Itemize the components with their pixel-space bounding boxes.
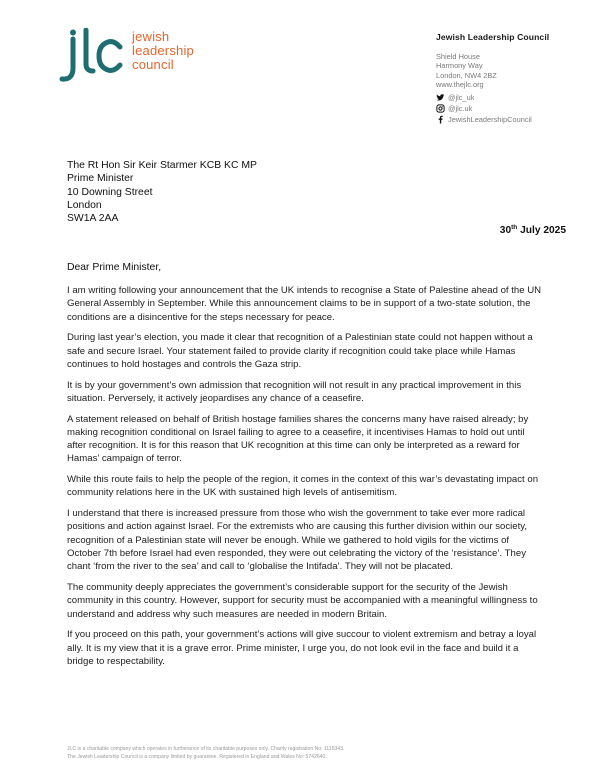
body-paragraph: A statement released on behalf of British hostage families shares the concerns many have raised already; by making recognition conditional on Israel failing to agree to a ceasefire, it incentivises Hamas to hold out until after recognition. It is for this reason that UK recognition at this time can only be interpreted as a reward for Hamas’ campaign of terror. <box>67 413 529 465</box>
date-suffix: th <box>511 224 518 231</box>
salutation: Dear Prime Minister, <box>67 262 162 273</box>
date-month-year: July 2025 <box>517 225 566 236</box>
logo-word-3: council <box>132 57 174 72</box>
recipient-title: Prime Minister <box>67 173 134 185</box>
body-paragraph: If you proceed on this path, your government’s actions will give succour to violent extremism and betray a loyal ally. It is my view that it is a grave error. Prime minister, I urge you, do not look evil in the face and build it a bridge to respectability. <box>67 629 537 667</box>
jlc-logo-mark <box>58 28 128 84</box>
logo-word-1: jewish <box>132 29 170 44</box>
recipient-city: London <box>67 199 102 211</box>
sender-org-name: Jewish Leadership Council <box>436 32 550 42</box>
body-paragraph: The community deeply appreciates the government’s considerable support for the security of the Jewish community in this country. However, support for security must be accompanied with a meaningful willingness to understand and address why such measures are needed in modern Britain. <box>67 581 538 620</box>
twitter-icon <box>436 93 445 102</box>
website-link[interactable]: www.thejlc.org <box>436 80 484 90</box>
body-paragraph: It is by your government’s own admission that recognition will not result in any practical improvement in this situation. Perversely, it actively jeopardises any chance of a ceasefire. <box>67 379 522 404</box>
body-paragraph: I am writing following your announcement that the UK intends to recognise a State of Palestine ahead of the UN General Assembly in September. While this announcement claims to be in support of a two-state solution, the conditions are a disincentive for the steps necessary for peace. <box>67 285 542 323</box>
sender-address-block <box>436 33 596 125</box>
social-instagram[interactable] <box>436 103 596 114</box>
legal-footer <box>67 745 344 761</box>
address-line: Harmony Way <box>436 61 483 71</box>
address-line: London, NW4 2BZ <box>436 70 497 80</box>
recipient-street: 10 Downing Street <box>67 186 153 198</box>
footer-line: The Jewish Leadership Council is a company limited by guarantee. Registered in England and Wales No: 5742640. <box>67 754 327 760</box>
recipient-address <box>67 159 257 225</box>
instagram-handle: @jlc.uk <box>448 103 473 113</box>
recipient-name: The Rt Hon Sir Keir Starmer KCB KC MP <box>67 160 257 171</box>
body-paragraph: I understand that there is increased pressure from those who wish the government to take ever more radical positions and action against Israel. For the extremists who are causing this further division within our society, recognition of a Palestinian state will never be enough. While we gathered to hold vigils for the victims of October 7th before Israel had even responded, they were out celebrating the victory of the ‘resistance’. They chant ‘from the river to the sea’ and call to ‘globalise the Intifada’. They will not be placated. <box>67 508 528 573</box>
twitter-handle: @jlc_uk <box>448 92 475 102</box>
body-paragraph: During last year’s election, you made it clear that recognition of a Palestinian state could not happen without a safe and secure Israel. Your statement failed to provide clarity if recognition could take place while Hamas continues to hold hostages and controls the Gaza strip. <box>67 332 533 370</box>
facebook-handle: JewishLeadershipCouncil <box>448 114 532 124</box>
body-paragraph: While this route fails to help the people of the region, it comes in the context of this war’s devastating impact on community relations here in the UK with sustained high levels of antisemitism. <box>67 474 539 499</box>
logo-wordmark <box>132 30 194 72</box>
logo-word-2: leadership <box>132 43 194 58</box>
facebook-icon <box>436 115 445 124</box>
letter-body <box>67 284 543 676</box>
social-twitter[interactable] <box>436 92 596 103</box>
recipient-postcode: SW1A 2AA <box>67 213 119 225</box>
social-links <box>436 92 596 125</box>
date-day: 30 <box>499 225 512 236</box>
social-facebook[interactable] <box>436 114 596 125</box>
instagram-icon <box>436 104 445 113</box>
address-line: Shield House <box>436 51 480 61</box>
letter-date <box>500 224 566 236</box>
jlc-logo <box>58 28 218 84</box>
footer-line: JLC is a charitable company which operates in furtherance of its charitable purposes only. Charity registration No: 1115343. <box>67 746 345 752</box>
